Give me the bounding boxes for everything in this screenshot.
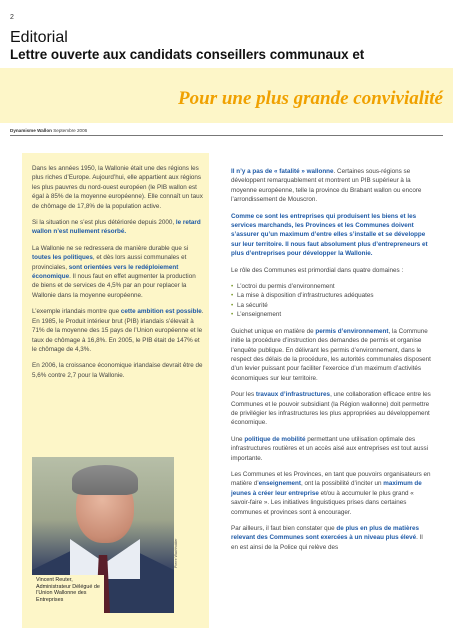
right-paragraph-1: Il n’y a pas de « fatalité » wallonne. Certaines sous-régions se développent remarquablement et montrent un PIB supérieur à la moyenne européenne, telle la province du Brabant wallon ou encore l’arrondissement de Mouscron.	[231, 168, 422, 204]
publication-name: Dynamisme Wallon	[10, 128, 52, 133]
right-paragraph-5: Pour les travaux d’infrastructures, une collaboration efficace entre les Communes et le pouvoir subsidiant (la Région wallonne) doit permettre de privilégier les infrastructures les plus appropriées au développement économique.	[231, 391, 431, 427]
page-number: 2	[10, 14, 14, 21]
section-title: Editorial	[10, 29, 68, 46]
left-paragraph-2: Si la situation ne s’est plus détériorée depuis 2000, le retard wallon n’est nullement résorbé.	[32, 219, 201, 236]
right-paragraph-6: Une politique de mobilité permettant une utilisation optimale des infrastructures routières et un accès aisé aux entreprises est tout aussi importante.	[231, 435, 429, 462]
list-item: • La sécurité	[231, 301, 431, 310]
publication-issue: Septembre 2006	[53, 128, 88, 133]
left-paragraph-3: La Wallonie ne se redressera de manière durable que si toutes les politiques, et dès lors aussi communales et provinciales, sont orientées vers le redéploiement économique. Il nous faut en effet augmenter la production de biens et de services de 4,5% par an pour replacer la Wallonie dans la moyenne européenne.	[32, 244, 196, 299]
subheadline: Pour une plus grande convivialité	[178, 88, 443, 109]
left-paragraph-5: En 2006, la croissance économique irlandaise devrait être de 5,6% contre 2,7 pour la Wallonie.	[32, 362, 203, 379]
list-item: • La mise à disposition d’infrastructures adéquates	[231, 291, 431, 300]
left-paragraph-1: Dans les années 1950, la Wallonie était une des régions les plus riches d’Europe. Aujourd’hui, elle appartient aux régions les plus pauvres du nord-ouest européen (le PIB wallon est égal à 85% de la moyenne européenne). Elle connaît un taux de chômage de 17,8% de la population active.	[32, 165, 203, 210]
right-paragraph-3: Le rôle des Communes est primordial dans quatre domaines :	[231, 266, 404, 274]
photo-caption: Vincent Reuter, Administrateur Délégué de l’Union Wallonne des Entreprises	[32, 575, 104, 621]
list-item: • L’octroi du permis d’environnement	[231, 282, 431, 291]
right-paragraph-8: Par ailleurs, il faut bien constater que de plus en plus de matières relevant des Communes sont exercées à un niveau plus élevé. Il en est ainsi de la Police qui relève des	[231, 525, 423, 551]
left-paragraph-4: L’exemple irlandais montre que cette ambition est possible. En 1985, le Produit intérieur brut (PIB) irlandais s’élevait à 71% de la moyenne des 15 pays de l’Union européenne et le taux de chômage à 16,8%. En 2005, le PIB était de 147% et le chômage de 4,3%.	[32, 308, 204, 353]
headline: Lettre ouverte aux candidats conseillers communaux et	[10, 47, 365, 62]
list-item: • L’enseignement	[231, 310, 431, 319]
right-paragraph-2: Comme ce sont les entreprises qui produisent les biens et les services marchands, les Provinces et les Communes doivent s’assurer qu’un maximum d’entre elles s’installe et se développe sur leur territoire. Il nous faut absolument plus d’entrepreneurs et plus d’entreprises pour développer la Wallonie.	[231, 212, 428, 258]
domains-list	[231, 282, 431, 320]
right-paragraph-4: Guichet unique en matière de permis d’environnement, la Commune initie la procédure d’instruction des demandes de permis et organise l’enquête publique. En délivrant les permis d’environnement, dans le respect des délais de la procédure, les autorités communales disposent d’un levier puissant pour faciliter l’exercice d’un maximum d’activités économiques sur leur territoire.	[231, 327, 431, 382]
photo-credit: Pierre Wachholder	[174, 538, 178, 568]
publication-line	[10, 128, 87, 133]
header-rule	[10, 135, 443, 136]
right-paragraph-7: Les Communes et les Provinces, en tant que pouvoirs organisateurs en matière d’enseignement, ont la possibilité d’inciter un maximum de jeunes à créer leur entreprise et/ou à accumuler le plus grand « savoir-faire ». Les initiatives linguistiques prises dans certaines communes et provinces sont à encourager.	[231, 470, 431, 516]
portrait-hair	[72, 465, 138, 495]
right-column	[231, 167, 431, 559]
left-column	[32, 164, 204, 387]
